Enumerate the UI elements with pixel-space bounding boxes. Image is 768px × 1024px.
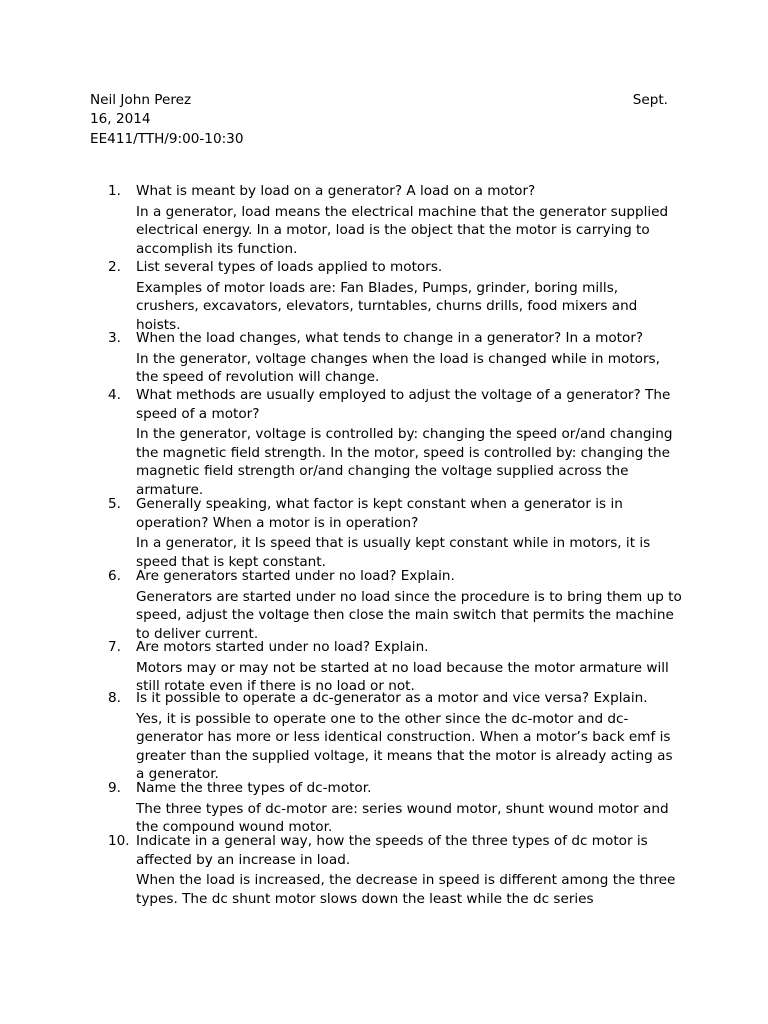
list-item [108, 689, 683, 784]
list-item [108, 386, 683, 499]
list-item [108, 832, 683, 908]
list-item [108, 182, 683, 258]
list-item [108, 329, 683, 387]
answer-text: Examples of motor loads are: Fan Blades, Pumps, grinder, boring mills, crushers, excavators, elevators, turntables, churns drills, food mixers and hoists. [136, 279, 638, 333]
item-number: 7. [108, 639, 121, 655]
answer-text: Yes, it is possible to operate one to the other since the dc-motor and dc-generator has more or less identical construction. When a motor’s back emf is greater than the supplied voltage, it means that the motor is already acting as a generator. [136, 710, 673, 782]
item-number: 3. [108, 330, 121, 346]
question-text: Name the three types of dc-motor. [136, 780, 372, 796]
list-item [108, 638, 683, 696]
item-number: 4. [108, 387, 121, 403]
student-name: Neil John Perez [90, 92, 192, 108]
item-number: 9. [108, 780, 121, 796]
list-item [108, 495, 683, 571]
question-text: Are generators started under no load? Explain. [136, 568, 455, 584]
answer-text: In the generator, voltage is controlled by: changing the speed or/and changing the magnetic field strength. In the motor, speed is controlled by: changing the magnetic field strength or/and changing the voltage supplied across the armature. [136, 426, 673, 498]
question-text: What is meant by load on a generator? A load on a motor? [136, 183, 536, 199]
question-text: Generally speaking, what factor is kept constant when a generator is in operation? When a motor is in operation? [136, 496, 623, 531]
course-code: EE411/TTH/9:00-10:30 [90, 131, 244, 147]
item-number: 2. [108, 259, 121, 275]
question-text: Indicate in a general way, how the speeds of the three types of dc motor is affected by an increase in load. [136, 833, 648, 868]
item-number: 5. [108, 496, 121, 512]
answer-text: The three types of dc-motor are: series wound motor, shunt wound motor and the compound wound motor. [136, 800, 669, 835]
item-number: 1. [108, 183, 121, 199]
list-item [108, 567, 683, 643]
date-month: Sept. [632, 92, 668, 108]
question-text: When the load changes, what tends to change in a generator? In a motor? [136, 330, 644, 346]
question-text: Is it possible to operate a dc-generator as a motor and vice versa? Explain. [136, 690, 648, 706]
answer-text: Generators are started under no load since the procedure is to bring them up to speed, adjust the voltage then close the main switch that permits the machine to deliver current. [136, 588, 682, 642]
question-text: What methods are usually employed to adjust the voltage of a generator? The speed of a motor? [136, 387, 671, 422]
item-number: 6. [108, 568, 121, 584]
question-text: List several types of loads applied to motors. [136, 259, 443, 275]
item-number: 8. [108, 690, 121, 706]
list-item [108, 779, 683, 837]
header-line-1 [90, 91, 680, 110]
list-item [108, 258, 683, 334]
answer-text: In the generator, voltage changes when the load is changed while in motors, the speed of revolution will change. [136, 350, 660, 385]
item-number: 10. [108, 833, 130, 849]
answer-text: In a generator, load means the electrical machine that the generator supplied electrical energy. In a motor, load is the object that the motor is carrying to accomplish its function. [136, 203, 669, 257]
answer-text: In a generator, it Is speed that is usually kept constant while in motors, it is speed that is kept constant. [136, 535, 651, 570]
question-text: Are motors started under no load? Explain. [136, 639, 429, 655]
answer-text: Motors may or may not be started at no load because the motor armature will still rotate even if there is no load or not. [136, 659, 669, 694]
answer-text: When the load is increased, the decrease in speed is different among the three types. The dc shunt motor slows down the least while the dc series [136, 872, 676, 907]
date-day-year: 16, 2014 [90, 111, 151, 127]
